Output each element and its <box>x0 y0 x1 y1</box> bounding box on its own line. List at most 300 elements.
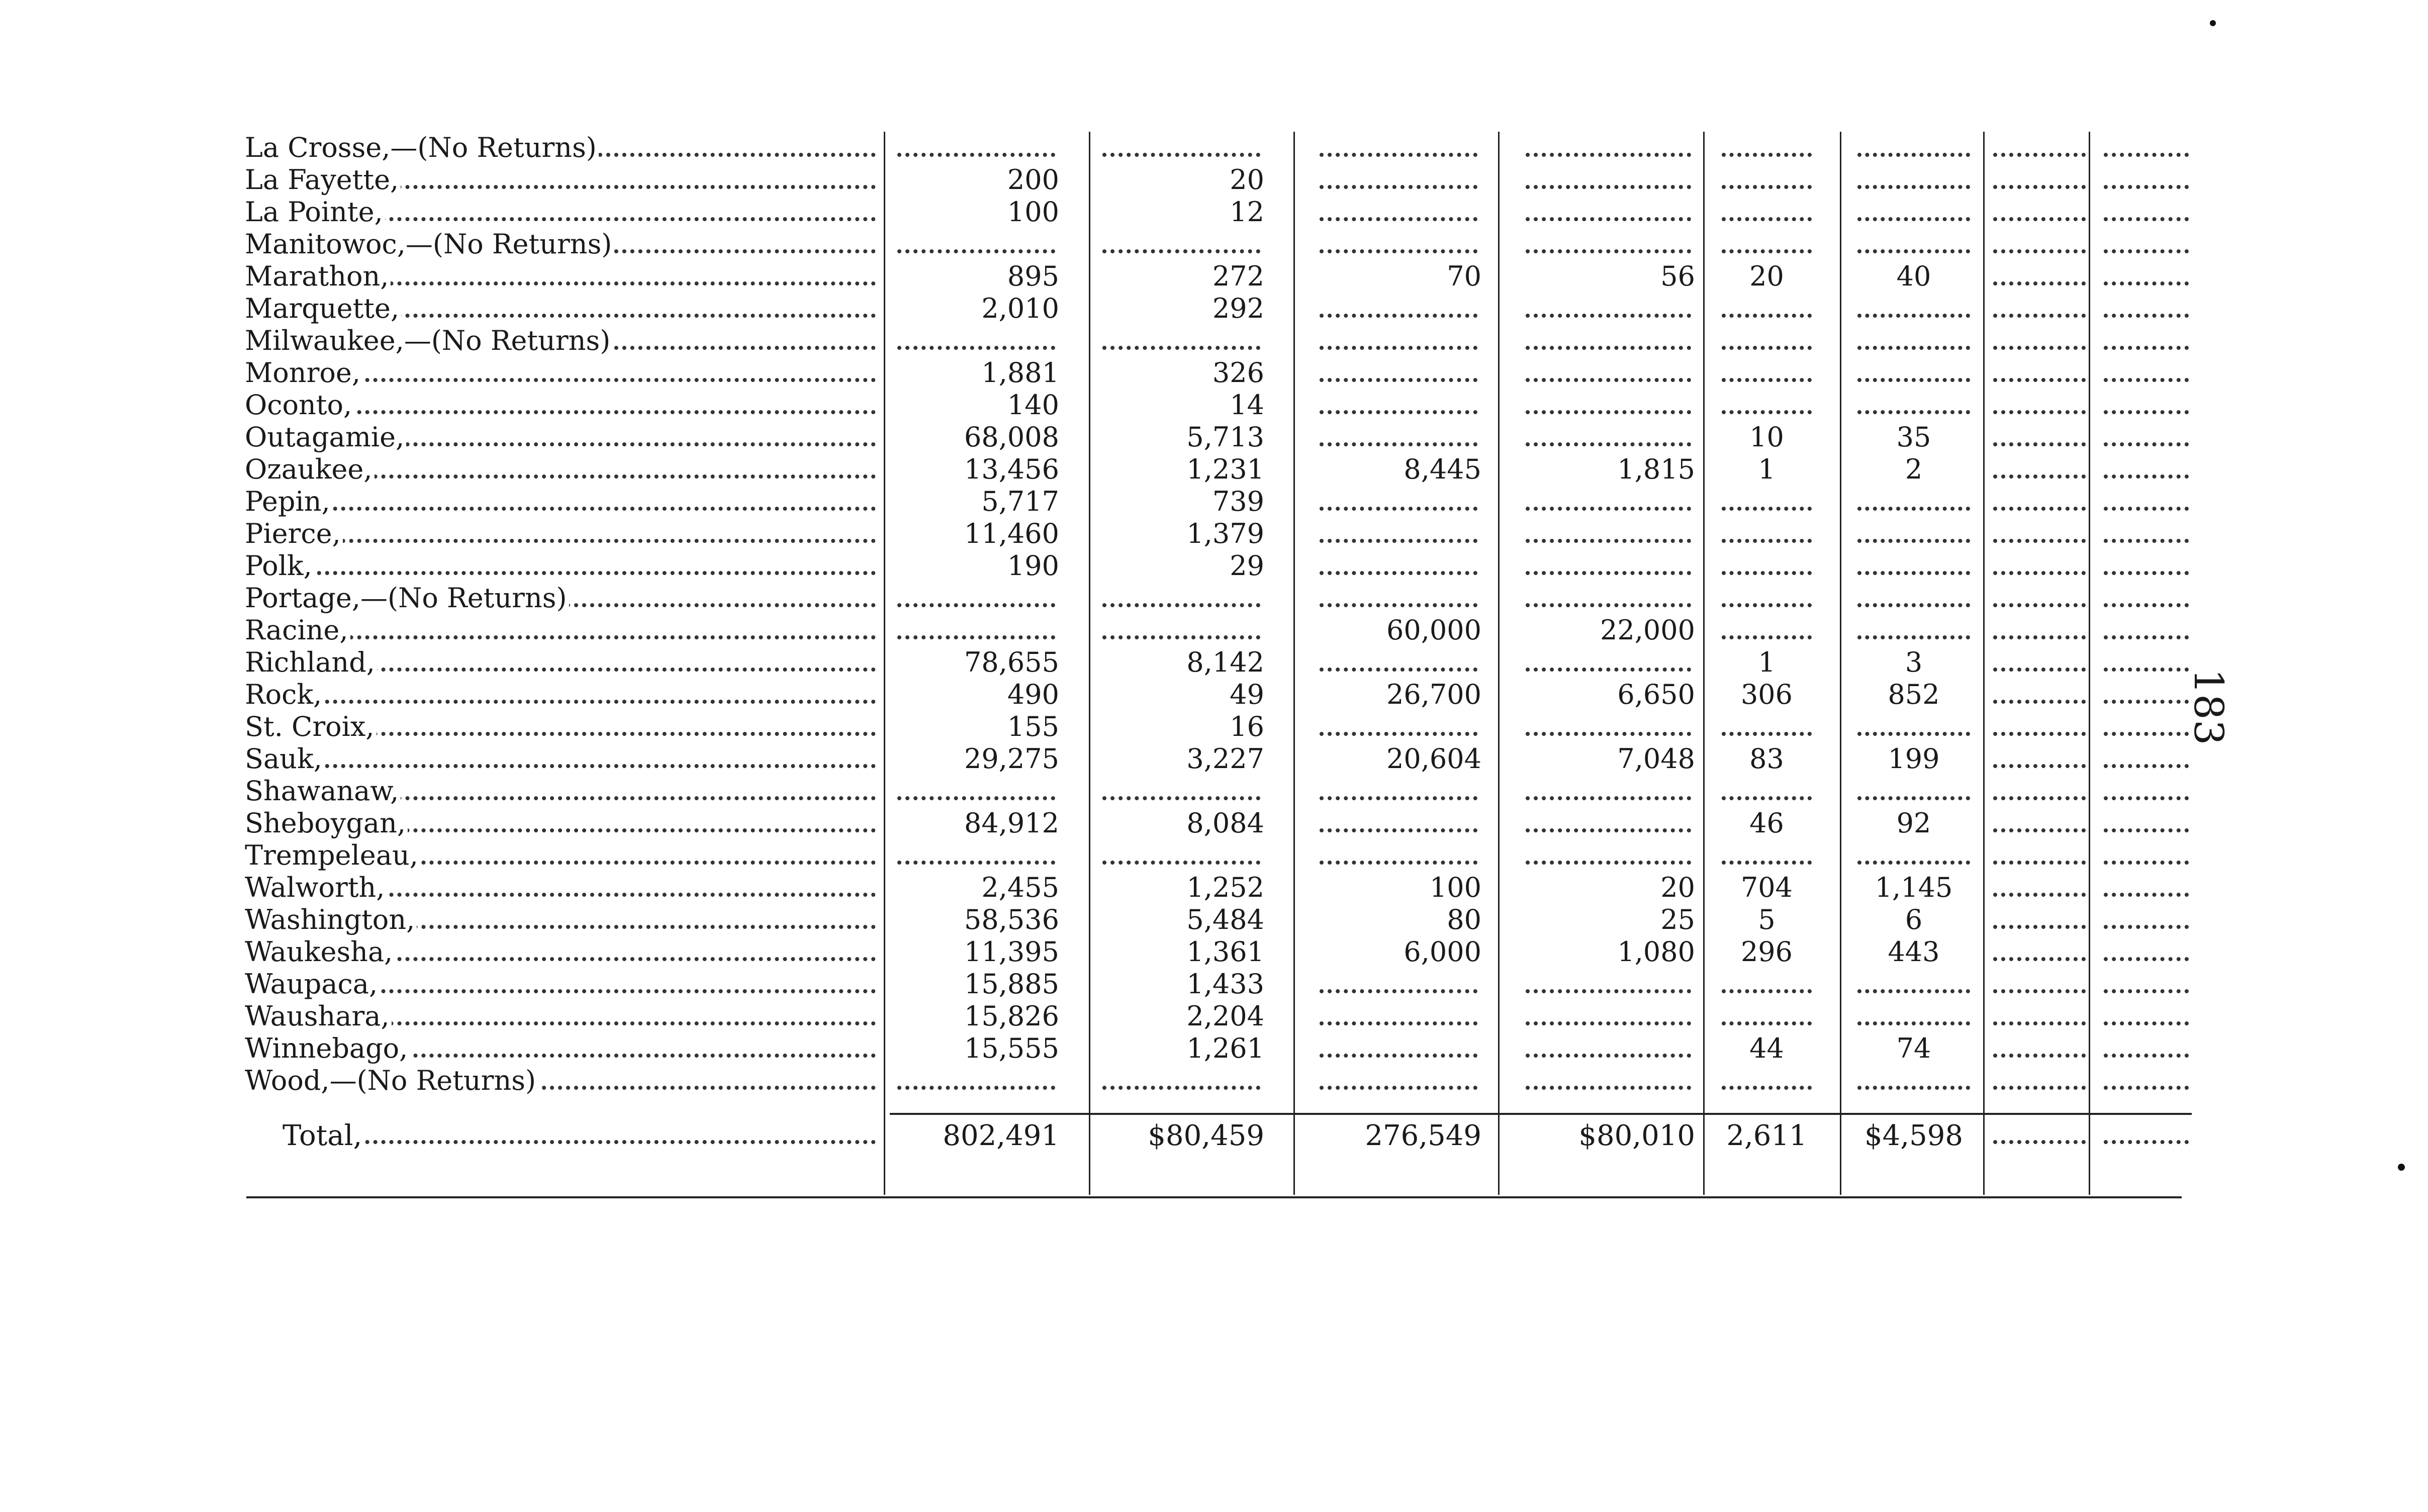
leader-dots <box>1857 603 1970 607</box>
empty-cell <box>1316 357 1481 389</box>
leader-dots <box>2104 732 2189 736</box>
leader-dots <box>1857 217 1970 221</box>
county-name: Waushara, <box>245 1000 392 1032</box>
county-name-cell <box>245 196 876 228</box>
leader-dots <box>2104 989 2189 993</box>
county-name-cell <box>245 453 876 486</box>
leader-dots <box>1722 571 1812 575</box>
empty-cell <box>1989 679 2090 711</box>
empty-cell <box>2100 582 2193 614</box>
empty-cell <box>1718 325 1816 357</box>
leader-dots <box>1722 732 1812 736</box>
value-cell: 92 <box>1896 807 1931 839</box>
value-cell: 40 <box>1896 260 1931 292</box>
leader-dots <box>1526 442 1691 446</box>
leader-dots <box>2104 1086 2189 1090</box>
county-name-cell <box>245 293 876 325</box>
empty-cell <box>1098 1065 1264 1097</box>
empty-cell <box>893 582 1059 614</box>
leader-dots <box>2104 217 2189 221</box>
value-cell: 2 <box>1905 453 1923 485</box>
leader-dots <box>1993 281 2086 286</box>
empty-cell <box>2100 904 2193 936</box>
leader-dots <box>2104 893 2189 897</box>
value-cell: 3 <box>1905 646 1923 678</box>
county-name: Rock, <box>245 679 324 710</box>
empty-cell <box>1853 1065 1974 1097</box>
empty-cell <box>1522 293 1695 325</box>
leader-dots <box>1526 185 1691 189</box>
value-cell: 1,261 <box>1186 1032 1264 1064</box>
value-cell: 26,700 <box>1386 679 1481 710</box>
empty-cell <box>1316 646 1481 679</box>
county-name: Manitowoc,—(No Returns) <box>245 228 614 260</box>
empty-cell <box>893 132 1059 164</box>
empty-cell <box>1098 228 1264 260</box>
leader-dots <box>2104 281 2189 286</box>
page-number: 183 <box>2185 669 2232 745</box>
leader-dots <box>1857 1021 1970 1025</box>
leader-dots <box>1320 314 1477 318</box>
empty-cell <box>1989 325 2090 357</box>
value-cell: 68,008 <box>964 421 1059 453</box>
empty-cell <box>1853 196 1974 228</box>
empty-cell <box>2100 743 2193 775</box>
empty-cell <box>2100 807 2193 839</box>
empty-cell <box>2100 486 2193 518</box>
leader-dots <box>1526 1054 1691 1058</box>
leader-dots <box>1320 732 1477 736</box>
table-row <box>245 550 2195 582</box>
leader-dots <box>1857 732 1970 736</box>
leader-dots <box>1993 1086 2086 1090</box>
table-row <box>245 775 2195 807</box>
leader-dots <box>1993 700 2086 704</box>
leader-dots <box>1320 539 1477 543</box>
table-row <box>245 582 2195 614</box>
county-name-cell <box>245 872 876 904</box>
leader-dots <box>1993 635 2086 639</box>
empty-cell <box>2100 936 2193 968</box>
empty-cell <box>893 325 1059 357</box>
empty-cell <box>1522 486 1695 518</box>
value-cell: 8,142 <box>1186 646 1264 678</box>
empty-cell <box>2100 325 2193 357</box>
empty-cell <box>1316 550 1481 582</box>
leader-dots <box>1857 185 1970 189</box>
empty-cell <box>1316 1000 1481 1032</box>
empty-cell <box>1989 1000 2090 1032</box>
leader-dots <box>2104 507 2189 511</box>
empty-cell <box>1989 743 2090 775</box>
empty-cell <box>2100 518 2193 550</box>
value-cell: 12 <box>1230 196 1264 228</box>
county-name: Winnebago, <box>245 1032 410 1064</box>
table-row <box>245 968 2195 1000</box>
leader-dots <box>1993 1140 2086 1144</box>
value-cell: 802,491 <box>943 1119 1059 1152</box>
leader-dots <box>245 700 876 704</box>
county-name-cell <box>245 357 876 389</box>
table-row <box>245 1000 2195 1032</box>
empty-cell <box>1098 839 1264 872</box>
leader-dots <box>245 764 876 768</box>
empty-cell <box>2100 228 2193 260</box>
leader-dots <box>1722 378 1812 382</box>
empty-cell <box>1853 550 1974 582</box>
leader-dots <box>1857 539 1970 543</box>
leader-dots <box>1320 668 1477 672</box>
value-cell: 14 <box>1230 389 1264 421</box>
empty-cell <box>1989 775 2090 807</box>
empty-cell <box>1316 293 1481 325</box>
table-row <box>245 228 2195 260</box>
county-name-cell <box>245 325 876 357</box>
leader-dots <box>1722 603 1812 607</box>
leader-dots <box>1526 603 1691 607</box>
leader-dots <box>1722 346 1812 350</box>
empty-cell <box>1989 839 2090 872</box>
leader-dots <box>1993 185 2086 189</box>
county-name-cell <box>245 550 876 582</box>
empty-cell <box>1989 389 2090 421</box>
empty-cell <box>1316 968 1481 1000</box>
leader-dots <box>1722 989 1812 993</box>
column-divider <box>1089 132 1090 1195</box>
empty-cell <box>1853 357 1974 389</box>
empty-cell <box>1853 325 1974 357</box>
value-cell: 35 <box>1896 421 1931 453</box>
county-name-cell <box>245 775 876 807</box>
county-name-cell <box>245 1000 876 1032</box>
leader-dots <box>2104 1021 2189 1025</box>
empty-cell <box>2100 1000 2193 1032</box>
value-cell: 190 <box>1007 550 1059 582</box>
empty-cell <box>1316 1065 1481 1097</box>
leader-dots <box>1320 1021 1477 1025</box>
leader-dots <box>1526 989 1691 993</box>
leader-dots <box>1722 217 1812 221</box>
leader-dots <box>1993 217 2086 221</box>
value-cell: 2,455 <box>981 872 1059 903</box>
empty-cell <box>1989 968 2090 1000</box>
leader-dots <box>1993 153 2086 157</box>
leader-dots <box>2104 764 2189 768</box>
leader-dots <box>1993 989 2086 993</box>
empty-cell <box>2100 646 2193 679</box>
empty-cell <box>1718 614 1816 646</box>
leader-dots <box>1993 410 2086 414</box>
empty-cell <box>893 839 1059 872</box>
leader-dots <box>1526 1021 1691 1025</box>
leader-dots <box>2104 635 2189 639</box>
leader-dots <box>1320 828 1477 832</box>
leader-dots <box>2104 346 2189 350</box>
table-row <box>245 807 2195 839</box>
empty-cell <box>1853 389 1974 421</box>
empty-cell <box>1098 775 1264 807</box>
value-cell: 6,650 <box>1617 679 1695 710</box>
county-name-cell <box>245 421 876 453</box>
empty-cell <box>1718 164 1816 196</box>
value-cell: 29,275 <box>964 743 1059 775</box>
column-divider <box>1293 132 1295 1195</box>
leader-dots <box>897 1086 1055 1090</box>
empty-cell <box>1989 293 2090 325</box>
empty-cell <box>1718 518 1816 550</box>
table-row <box>245 518 2195 550</box>
table-row <box>245 839 2195 872</box>
leader-dots <box>1993 796 2086 800</box>
value-cell: 10 <box>1749 421 1784 453</box>
county-name: Richland, <box>245 646 377 678</box>
empty-cell <box>1989 936 2090 968</box>
table-row <box>245 486 2195 518</box>
county-name-cell <box>245 389 876 421</box>
empty-cell <box>1853 518 1974 550</box>
leader-dots <box>2104 442 2189 446</box>
empty-cell <box>1718 486 1816 518</box>
column-divider <box>2089 132 2090 1195</box>
county-name: Waukesha, <box>245 936 395 968</box>
value-cell: 49 <box>1230 679 1264 710</box>
leader-dots <box>1102 1086 1260 1090</box>
empty-cell <box>893 614 1059 646</box>
leader-dots <box>1526 153 1691 157</box>
total-rule <box>890 1113 2192 1115</box>
value-cell: 44 <box>1749 1032 1784 1064</box>
leader-dots <box>1526 410 1691 414</box>
value-cell: 155 <box>1007 711 1059 742</box>
county-name: Polk, <box>245 550 314 582</box>
column-divider <box>1498 132 1500 1195</box>
leader-dots <box>2104 539 2189 543</box>
empty-cell <box>1989 1119 2090 1151</box>
leader-dots <box>245 571 876 575</box>
value-cell: 490 <box>1007 679 1059 710</box>
county-name: Pierce, <box>245 518 343 549</box>
leader-dots <box>2104 378 2189 382</box>
empty-cell <box>1316 421 1481 453</box>
empty-cell <box>1316 486 1481 518</box>
empty-cell <box>1989 807 2090 839</box>
empty-cell <box>1718 968 1816 1000</box>
value-cell: 78,655 <box>964 646 1059 678</box>
county-name: Milwaukee,—(No Returns) <box>245 325 612 356</box>
leader-dots <box>1857 346 1970 350</box>
empty-cell <box>2100 357 2193 389</box>
value-cell: 1 <box>1758 453 1776 485</box>
county-name: Shawanaw, <box>245 775 401 807</box>
empty-cell <box>2100 968 2193 1000</box>
empty-cell <box>1316 711 1481 743</box>
value-cell: 70 <box>1447 260 1481 292</box>
empty-cell <box>1718 582 1816 614</box>
leader-dots <box>897 346 1055 350</box>
leader-dots <box>1526 1086 1691 1090</box>
county-name: Portage,—(No Returns) <box>245 582 569 614</box>
leader-dots <box>1722 539 1812 543</box>
table-row <box>245 904 2195 936</box>
leader-dots <box>1993 314 2086 318</box>
leader-dots <box>2104 925 2189 929</box>
empty-cell <box>1853 1000 1974 1032</box>
leader-dots <box>2104 828 2189 832</box>
empty-cell <box>1989 260 2090 293</box>
county-name: Monroe, <box>245 357 362 389</box>
value-cell: 22,000 <box>1600 614 1695 646</box>
empty-cell <box>1316 1032 1481 1065</box>
empty-cell <box>1098 614 1264 646</box>
leader-dots <box>1526 828 1691 832</box>
empty-cell <box>1989 196 2090 228</box>
county-returns-table <box>245 132 2195 1097</box>
empty-cell <box>1989 550 2090 582</box>
leader-dots <box>1320 603 1477 607</box>
value-cell: 5,713 <box>1186 421 1264 453</box>
leader-dots <box>1722 185 1812 189</box>
empty-cell <box>1989 486 2090 518</box>
value-cell: 100 <box>1429 872 1481 903</box>
leader-dots <box>1102 796 1260 800</box>
county-name: La Fayette, <box>245 164 401 196</box>
county-name: Racine, <box>245 614 350 646</box>
county-name-cell <box>245 936 876 968</box>
leader-dots <box>1320 1054 1477 1058</box>
value-cell: 13,456 <box>964 453 1059 485</box>
column-divider <box>1840 132 1841 1195</box>
empty-cell <box>2100 132 2193 164</box>
leader-dots <box>1993 861 2086 865</box>
empty-cell <box>1718 775 1816 807</box>
empty-cell <box>1853 968 1974 1000</box>
speck <box>2398 1164 2405 1171</box>
empty-cell <box>2100 614 2193 646</box>
empty-cell <box>1522 550 1695 582</box>
leader-dots <box>2104 249 2189 253</box>
value-cell: 8,084 <box>1186 807 1264 839</box>
leader-dots <box>1857 314 1970 318</box>
leader-dots <box>2104 603 2189 607</box>
value-cell: 272 <box>1212 260 1264 292</box>
leader-dots <box>1102 603 1260 607</box>
value-cell: 58,536 <box>964 904 1059 935</box>
county-name-cell <box>245 1065 876 1097</box>
leader-dots <box>1993 1054 2086 1058</box>
value-cell: 199 <box>1888 743 1940 775</box>
value-cell: 292 <box>1212 293 1264 324</box>
table-row <box>245 325 2195 357</box>
leader-dots <box>1993 957 2086 961</box>
leader-dots <box>1993 346 2086 350</box>
empty-cell <box>1522 132 1695 164</box>
value-cell: 1,881 <box>981 357 1059 389</box>
column-divider <box>884 132 885 1195</box>
leader-dots <box>1857 1086 1970 1090</box>
value-cell: $80,459 <box>1148 1119 1264 1152</box>
empty-cell <box>1316 196 1481 228</box>
value-cell: 11,460 <box>964 518 1059 549</box>
leader-dots <box>897 635 1055 639</box>
empty-cell <box>2100 196 2193 228</box>
empty-cell <box>1522 164 1695 196</box>
value-cell: 200 <box>1007 164 1059 196</box>
leader-dots <box>1857 571 1970 575</box>
value-cell: 326 <box>1212 357 1264 389</box>
leader-dots <box>1102 153 1260 157</box>
county-name: Washington, <box>245 904 417 935</box>
table-row <box>245 614 2195 646</box>
value-cell: 5,484 <box>1186 904 1264 935</box>
leader-dots <box>1526 668 1691 672</box>
empty-cell <box>2100 1065 2193 1097</box>
table-row <box>245 936 2195 968</box>
leader-dots <box>2104 957 2189 961</box>
leader-dots <box>1722 861 1812 865</box>
value-cell: 296 <box>1740 936 1793 968</box>
table-row <box>245 357 2195 389</box>
empty-cell <box>1718 1000 1816 1032</box>
leader-dots <box>1857 410 1970 414</box>
leader-dots <box>2104 700 2189 704</box>
empty-cell <box>1989 518 2090 550</box>
leader-dots <box>1320 217 1477 221</box>
leader-dots <box>1722 410 1812 414</box>
empty-cell <box>2100 711 2193 743</box>
empty-cell <box>893 775 1059 807</box>
leader-dots <box>2104 571 2189 575</box>
table-row <box>245 196 2195 228</box>
leader-dots <box>2104 1140 2189 1144</box>
leader-dots <box>1526 539 1691 543</box>
value-cell: 25 <box>1660 904 1695 935</box>
county-name: Sheboygan, <box>245 807 408 839</box>
leader-dots <box>1722 635 1812 639</box>
empty-cell <box>1989 1032 2090 1065</box>
leader-dots <box>1320 796 1477 800</box>
leader-dots <box>1993 475 2086 479</box>
empty-cell <box>2100 550 2193 582</box>
value-cell: 6 <box>1905 904 1923 935</box>
leader-dots <box>1320 861 1477 865</box>
leader-dots <box>1722 1021 1812 1025</box>
empty-cell <box>893 1065 1059 1097</box>
leader-dots <box>1526 314 1691 318</box>
empty-cell <box>1316 582 1481 614</box>
leader-dots <box>1526 378 1691 382</box>
column-divider <box>1703 132 1705 1195</box>
empty-cell <box>1989 421 2090 453</box>
value-cell: $80,010 <box>1578 1119 1695 1152</box>
value-cell: 15,826 <box>964 1000 1059 1032</box>
column-divider <box>1983 132 1985 1195</box>
county-name: Waupaca, <box>245 968 380 1000</box>
empty-cell <box>1316 228 1481 260</box>
value-cell: 276,549 <box>1365 1119 1481 1152</box>
leader-dots <box>1526 732 1691 736</box>
empty-cell <box>1853 486 1974 518</box>
value-cell: 2,204 <box>1186 1000 1264 1032</box>
leader-dots <box>2104 861 2189 865</box>
empty-cell <box>1316 807 1481 839</box>
empty-cell <box>1522 325 1695 357</box>
empty-cell <box>1522 646 1695 679</box>
leader-dots <box>1102 861 1260 865</box>
value-cell: 1,252 <box>1186 872 1264 903</box>
table-row <box>245 872 2195 904</box>
leader-dots <box>1526 571 1691 575</box>
county-name: Trempeleau, <box>245 839 420 871</box>
